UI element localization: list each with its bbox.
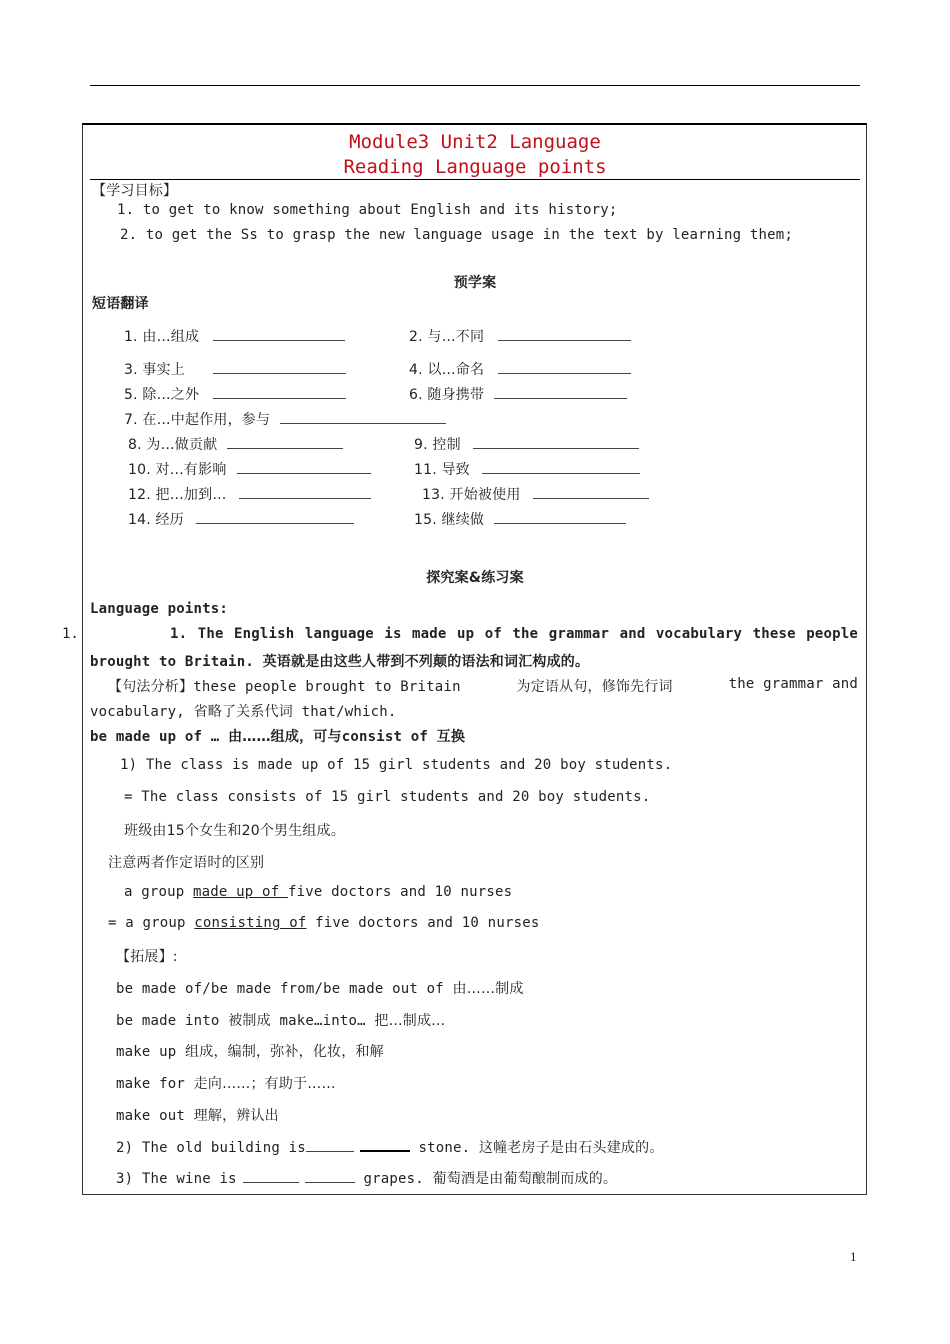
phrase-item-6	[409, 384, 627, 404]
expand-cn: 被制成	[228, 1013, 271, 1029]
analysis-line1	[108, 676, 858, 696]
key-sentence-cn: 英语就是由这些人带到不列颠的语法和词汇构成的。	[262, 654, 590, 670]
answer-blank[interactable]	[494, 509, 626, 524]
phrase-head-en: be made up of …	[90, 729, 220, 745]
phrase-head-cn: 由……组成，可与	[228, 729, 342, 745]
answer-blank[interactable]	[213, 359, 346, 374]
phrase-text: 3. 事实上	[124, 362, 186, 378]
phrase-head-cn2: 互换	[436, 729, 466, 745]
group-text-end: five doctors and 10 nurses	[287, 884, 513, 900]
expand-label: 【拓展】:	[116, 949, 178, 965]
objectives-heading: 【学习目标】	[92, 183, 178, 199]
expand-item-4	[116, 1073, 336, 1093]
group-underlined: consisting of	[194, 915, 307, 931]
phrase-text: 12. 把…加到…	[128, 487, 227, 503]
title-divider	[90, 179, 860, 180]
answer-blank[interactable]	[498, 326, 631, 341]
phrase-item-15	[414, 509, 626, 529]
header-rule	[90, 85, 860, 86]
answer-blank[interactable]	[243, 1168, 299, 1183]
phrase-item-8	[128, 434, 343, 454]
example-1: 1) The class is made up of 15 girl students and 20 boy students.	[120, 757, 673, 773]
answer-blank[interactable]	[305, 1168, 355, 1183]
answer-blank[interactable]	[213, 326, 345, 341]
exercise-text: 2) The old building is	[116, 1140, 306, 1156]
language-points-heading: Language points:	[90, 601, 229, 617]
phrase-item-4	[409, 359, 631, 379]
expand-cn: 理解，辨认出	[193, 1108, 279, 1124]
exercise-translation: 葡萄酒是由葡萄酿制而成的。	[432, 1171, 618, 1187]
answer-blank[interactable]	[360, 1136, 410, 1152]
exercise-2	[116, 1136, 664, 1157]
phrase-item-12	[128, 484, 371, 504]
analysis-antecedent-cont: vocabulary,	[90, 704, 185, 720]
expand-cn: 由……制成	[452, 981, 524, 997]
document-title-line1: Module3 Unit2 Language	[349, 131, 601, 153]
phrase-text: 4. 以…命名	[409, 362, 485, 378]
expand-cn: 走向……；有助于……	[193, 1076, 336, 1092]
phrase-text: 1. 由…组成	[124, 329, 200, 345]
attributive-note: 注意两者作定语时的区别	[108, 855, 265, 871]
phrase-text: 9. 控制	[414, 437, 461, 453]
key-sentence-en: brought to Britain.	[90, 654, 254, 670]
page-number: 1	[850, 1249, 857, 1264]
phrase-text: 10. 对…有影响	[128, 462, 227, 478]
expand-en: make up	[116, 1044, 177, 1060]
explore-section-title: 探究案&练习案	[426, 570, 524, 586]
answer-blank[interactable]	[196, 509, 354, 524]
phrase-item-13	[422, 484, 649, 504]
phrase-heading	[90, 726, 465, 746]
exercise-translation: 这幢老房子是由石头建成的。	[478, 1140, 664, 1156]
phrase-text: 13. 开始被使用	[422, 487, 521, 503]
phrase-item-1	[124, 326, 345, 346]
phrase-item-2	[409, 326, 631, 346]
expand-item-5	[116, 1105, 279, 1125]
expand-item-1	[116, 978, 524, 998]
answer-blank[interactable]	[237, 459, 371, 474]
phrase-item-9	[414, 434, 639, 454]
expand-item-2	[116, 1010, 445, 1030]
group-text: a group	[124, 884, 194, 900]
expand-en2: make…into…	[279, 1013, 366, 1029]
expand-item-3	[116, 1041, 384, 1061]
preview-section-title: 预学案	[453, 275, 497, 291]
phrase-text: 11. 导致	[414, 462, 470, 478]
analysis-label: 【句法分析】	[108, 679, 194, 695]
answer-blank[interactable]	[494, 384, 627, 399]
phrase-item-7	[124, 409, 446, 429]
answer-blank[interactable]	[306, 1137, 354, 1152]
phrase-text: 6. 随身携带	[409, 387, 485, 403]
phrase-translation-heading: 短语翻译	[92, 296, 149, 312]
analysis-explanation: 为定语从句，修饰先行词	[516, 679, 673, 695]
phrase-head-en2: consist of	[341, 729, 428, 745]
answer-blank[interactable]	[213, 384, 346, 399]
answer-blank[interactable]	[227, 434, 343, 449]
objective-item-1: 1. to get to know something about English and its history;	[117, 202, 618, 218]
answer-blank[interactable]	[482, 459, 640, 474]
expand-en: be made into	[116, 1013, 220, 1029]
analysis-line2	[90, 701, 397, 721]
group-example-2	[108, 915, 539, 931]
phrase-text: 2. 与…不同	[409, 329, 485, 345]
key-sentence-line1: 1. The English language is made up of the grammar and vocabulary these people	[170, 626, 858, 642]
analysis-note: 省略了关系代词	[193, 704, 293, 720]
objective-item-2: 2. to get the Ss to grasp the new language usage in the text by learning them;	[120, 227, 794, 243]
expand-en: make for	[116, 1076, 186, 1092]
phrase-item-10	[128, 459, 371, 479]
exercise-text-end: grapes.	[363, 1171, 424, 1187]
group-text: = a group	[108, 915, 195, 931]
answer-blank[interactable]	[280, 409, 446, 424]
exercise-text-end: stone.	[418, 1140, 471, 1156]
phrase-item-5	[124, 384, 346, 404]
phrase-text: 7. 在…中起作用，参与	[124, 412, 271, 428]
analysis-clause: these people brought to Britain	[193, 679, 461, 695]
phrase-text: 15. 继续做	[414, 512, 485, 528]
phrase-text: 8. 为…做贡献	[128, 437, 218, 453]
analysis-antecedent: the grammar and	[728, 676, 858, 692]
expand-en: be made of/be made from/be made out of	[116, 981, 444, 997]
phrase-text: 14. 经历	[128, 512, 184, 528]
exercise-text: 3) The wine is	[116, 1171, 237, 1187]
group-text-end: five doctors and 10 nurses	[306, 915, 540, 931]
phrase-text: 5. 除…之外	[124, 387, 200, 403]
group-example-1	[124, 884, 512, 900]
phrase-item-11	[414, 459, 640, 479]
expand-cn2: 把…制成…	[374, 1013, 446, 1029]
key-sentence-line2	[90, 651, 589, 671]
analysis-pronoun: that/which.	[301, 704, 397, 720]
expand-en: make out	[116, 1108, 186, 1124]
expand-cn: 组成，编制，弥补，化妆，和解	[185, 1044, 384, 1060]
margin-number: 1.	[62, 626, 79, 642]
answer-blank[interactable]	[473, 434, 639, 449]
answer-blank[interactable]	[498, 359, 631, 374]
phrase-item-3	[124, 359, 346, 379]
example-1-equivalent: = The class consists of 15 girl students and 20 boy students.	[124, 789, 651, 805]
example-1-translation: 班级由15个女生和20个男生组成。	[124, 823, 346, 839]
answer-blank[interactable]	[533, 484, 649, 499]
group-underlined: made up of	[193, 884, 288, 900]
document-title-line2: Reading Language points	[343, 156, 607, 178]
exercise-3	[116, 1168, 617, 1188]
answer-blank[interactable]	[239, 484, 371, 499]
phrase-item-14	[128, 509, 354, 529]
